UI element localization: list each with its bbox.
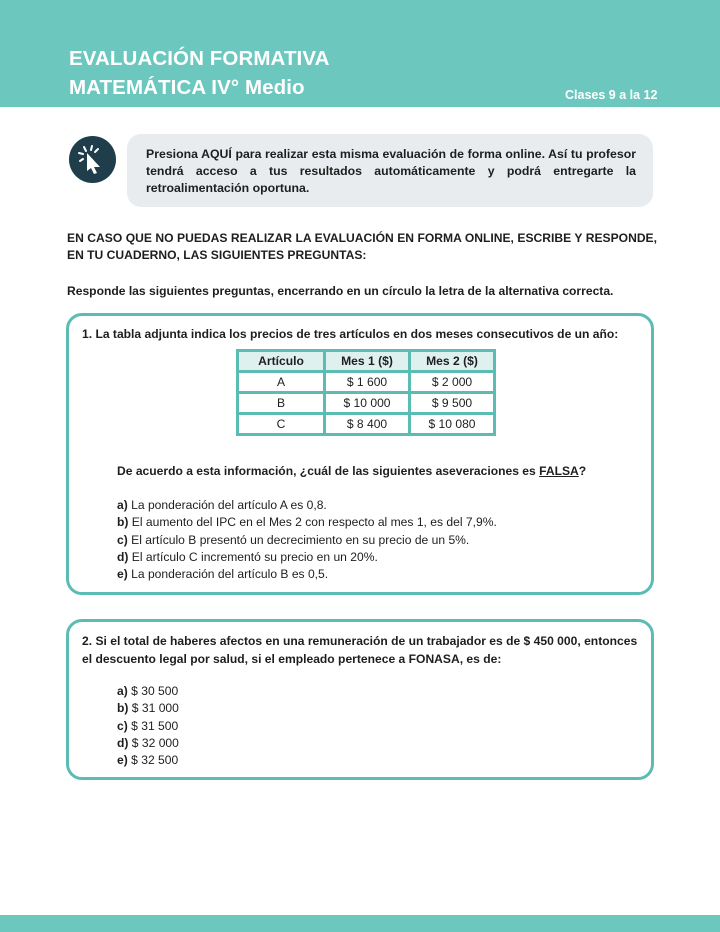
option-text: El artículo B presentó un decrecimiento en su precio de un 5%. [131, 532, 470, 547]
table-cell: $ 10 000 [325, 393, 410, 414]
table-header-cell: Artículo [238, 351, 325, 372]
option-d[interactable] [117, 735, 179, 752]
option-a[interactable] [117, 497, 497, 514]
option-d[interactable] [117, 549, 497, 566]
option-letter: b) [117, 515, 129, 530]
option-letter: d) [117, 735, 129, 750]
table-header-cell: Mes 1 ($) [325, 351, 410, 372]
option-c[interactable] [117, 718, 179, 735]
question2-options [117, 683, 179, 769]
option-e[interactable] [117, 752, 179, 769]
footer-band [0, 915, 720, 932]
option-letter: c) [117, 718, 128, 733]
click-pointer-icon[interactable] [69, 136, 116, 183]
option-letter: b) [117, 701, 129, 716]
table-cell: $ 8 400 [325, 414, 410, 435]
question1-ask-prefix: De acuerdo a esta información, ¿cuál de las siguientes aseveraciones es [117, 464, 540, 478]
option-letter: d) [117, 549, 129, 564]
option-text: $ 30 500 [131, 684, 179, 698]
option-letter: e) [117, 753, 128, 768]
option-letter: c) [117, 532, 128, 547]
classes-label: Clases 9 a la 12 [565, 88, 658, 102]
question1-ask-emphasis: FALSA [539, 464, 579, 478]
table-row [238, 414, 495, 435]
question1-options [117, 497, 497, 583]
question2-text: 2. Si el total de haberes afectos en una remuneración de un trabajador es de $ 450 000, entonces el descuento legal por salud, si el empleado pertenece a FONASA, es de: [82, 634, 638, 666]
option-text: El artículo C incrementó su precio en un 20%. [131, 549, 378, 564]
option-text: $ 32 500 [131, 753, 179, 768]
option-b[interactable] [117, 514, 497, 531]
option-a[interactable] [117, 683, 179, 700]
page-title-line1: EVALUACIÓN FORMATIVA [69, 47, 330, 70]
instructions: Responde las siguientes preguntas, encerrando en un círculo la letra de la alternativa correcta. [67, 284, 614, 298]
option-b[interactable] [117, 700, 179, 717]
table-header-row [238, 351, 495, 372]
table-cell: $ 9 500 [410, 393, 495, 414]
table-cell: A [238, 372, 325, 393]
table-cell: $ 1 600 [325, 372, 410, 393]
option-text: $ 31 000 [131, 701, 179, 716]
online-notice-text[interactable]: Presiona AQUÍ para realizar esta misma evaluación de forma online. Así tu profesor tendrá acceso a tus resultados automáticamente y podrá entregarte la retroalimentación oportuna. [146, 147, 636, 195]
prices-table [236, 349, 496, 436]
question1-ask [117, 464, 586, 478]
table-row [238, 372, 495, 393]
table-cell: $ 2 000 [410, 372, 495, 393]
page-title-line2: MATEMÁTICA IV° Medio [69, 76, 305, 99]
option-text: $ 32 000 [131, 735, 179, 750]
question1-ask-suffix: ? [578, 464, 587, 478]
option-letter: a) [117, 498, 128, 512]
option-letter: e) [117, 567, 128, 582]
option-letter: a) [117, 684, 128, 698]
table-cell: B [238, 393, 325, 414]
option-text: La ponderación del artículo A es 0,8. [131, 498, 327, 512]
table-cell: $ 10 080 [410, 414, 495, 435]
table-row [238, 393, 495, 414]
question1-text: 1. La tabla adjunta indica los precios de tres artículos en dos meses consecutivos de un año: [82, 327, 619, 341]
option-c[interactable] [117, 532, 497, 549]
option-text: El aumento del IPC en el Mes 2 con respecto al mes 1, es del 7,9%. [131, 515, 497, 530]
option-text: $ 31 500 [131, 718, 179, 733]
option-text: La ponderación del artículo B es 0,5. [131, 567, 329, 582]
offline-warning: EN CASO QUE NO PUEDAS REALIZAR LA EVALUACIÓN EN FORMA ONLINE, ESCRIBE Y RESPONDE, EN TU CUADERNO, LAS SIGUIENTES PREGUNTAS: [67, 231, 657, 262]
table-header-cell: Mes 2 ($) [410, 351, 495, 372]
option-e[interactable] [117, 566, 497, 583]
table-cell: C [238, 414, 325, 435]
